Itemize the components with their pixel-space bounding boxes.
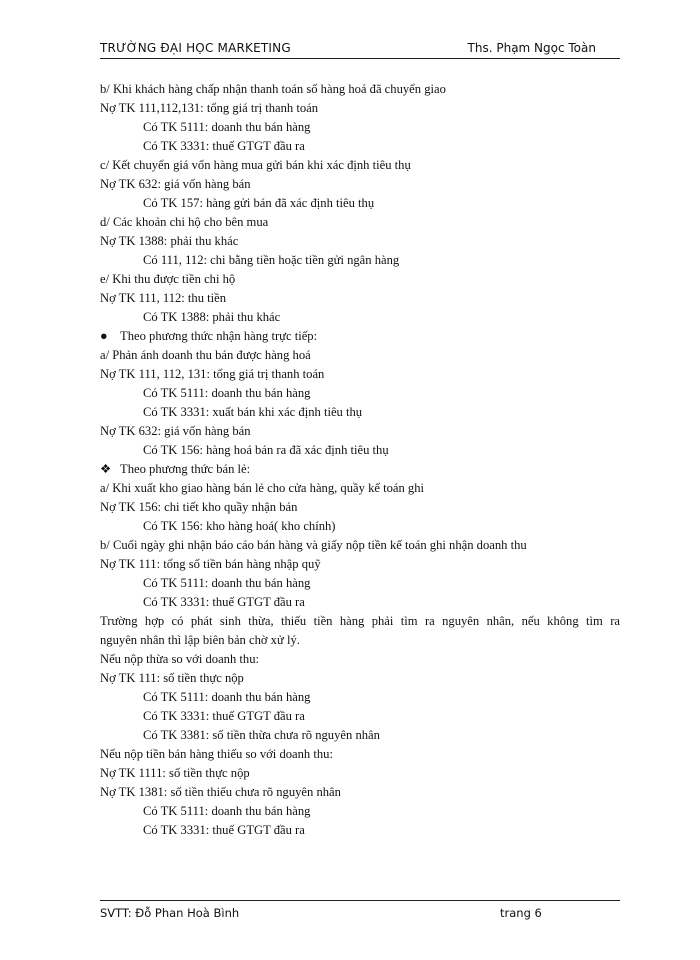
debit-entry: Nợ TK 632: giá vốn hàng bán bbox=[100, 177, 251, 191]
section-heading: c/ Kết chuyển giá vốn hàng mua gửi bán khi xác định tiêu thụ bbox=[100, 158, 411, 172]
credit-entry: Có TK 3331: thuế GTGT đầu ra bbox=[143, 139, 305, 153]
credit-entry: Có TK 5111: doanh thu bán hàng bbox=[143, 804, 311, 818]
diamond-bullet-icon: ❖ bbox=[100, 462, 112, 476]
debit-entry: Nợ TK 1381: số tiền thiếu chưa rõ nguyên nhân bbox=[100, 785, 341, 799]
debit-entry: Nợ TK 632: giá vốn hàng bán bbox=[100, 424, 251, 438]
section-heading: b/ Cuối ngày ghi nhận báo cáo bán hàng và giấy nộp tiền kế toán ghi nhận doanh thu bbox=[100, 538, 527, 552]
credit-entry: Có TK 157: hàng gửi bán đã xác định tiêu thụ bbox=[143, 196, 375, 210]
section-heading: d/ Các khoản chi hộ cho bên mua bbox=[100, 215, 269, 229]
credit-entry: Có TK 1388: phải thu khác bbox=[143, 310, 281, 324]
credit-entry: Có TK 3331: thuế GTGT đầu ra bbox=[143, 709, 305, 723]
document-body bbox=[100, 80, 620, 840]
page-footer bbox=[100, 900, 620, 920]
paragraph-line: Trường hợp có phát sinh thừa, thiếu tiền hàng phải tìm ra nguyên nhân, nếu không tìm ra bbox=[100, 614, 620, 628]
section-heading: a/ Khi xuất kho giao hàng bán lẻ cho cửa hàng, quầy kế toán ghi bbox=[100, 481, 425, 495]
credit-entry: Có TK 5111: doanh thu bán hàng bbox=[143, 576, 311, 590]
credit-entry: Có TK 5111: doanh thu bán hàng bbox=[143, 120, 311, 134]
page-header bbox=[100, 40, 620, 59]
credit-entry: Có TK 3331: thuế GTGT đầu ra bbox=[143, 823, 305, 837]
credit-entry: Có TK 3381: số tiền thừa chưa rõ nguyên nhân bbox=[143, 728, 380, 742]
credit-entry: Có TK 156: kho hàng hoá( kho chính) bbox=[143, 519, 336, 533]
bullet-text: Theo phương thức bán lẻ: bbox=[120, 462, 251, 476]
round-bullet-icon: ● bbox=[100, 329, 108, 343]
credit-entry: Có 111, 112: chi bằng tiền hoặc tiền gửi ngân hàng bbox=[143, 253, 400, 267]
credit-entry: Có TK 3331: thuế GTGT đầu ra bbox=[143, 595, 305, 609]
debit-entry: Nợ TK 1111: số tiền thực nộp bbox=[100, 766, 250, 780]
section-heading: Nếu nộp thừa so với doanh thu: bbox=[100, 652, 259, 666]
debit-entry: Nợ TK 111, 112: thu tiền bbox=[100, 291, 227, 305]
author-name: Ths. Phạm Ngọc Toàn bbox=[467, 41, 596, 55]
bullet-item bbox=[100, 460, 620, 479]
section-heading: Nếu nộp tiền bán hàng thiếu so với doanh thu: bbox=[100, 747, 333, 761]
credit-entry: Có TK 3331: xuất bán khi xác định tiêu thụ bbox=[143, 405, 363, 419]
section-heading: e/ Khi thu được tiền chi hộ bbox=[100, 272, 236, 286]
debit-entry: Nợ TK 111: số tiền thực nộp bbox=[100, 671, 244, 685]
section-heading: b/ Khi khách hàng chấp nhận thanh toán số hàng hoá đã chuyển giao bbox=[100, 82, 446, 96]
debit-entry: Nợ TK 111,112,131: tổng giá trị thanh toán bbox=[100, 101, 319, 115]
credit-entry: Có TK 5111: doanh thu bán hàng bbox=[143, 386, 311, 400]
student-name: SVTT: Đỗ Phan Hoà Bình bbox=[100, 906, 240, 920]
debit-entry: Nợ TK 156: chi tiết kho quầy nhận bán bbox=[100, 500, 298, 514]
debit-entry: Nợ TK 111, 112, 131: tổng giá trị thanh toán bbox=[100, 367, 325, 381]
debit-entry: Nợ TK 1388: phải thu khác bbox=[100, 234, 239, 248]
page-number: trang 6 bbox=[500, 906, 542, 920]
paragraph-line: nguyên nhân thì lập biên bản chờ xử lý. bbox=[100, 633, 300, 647]
school-name: TRƯỜNG ĐẠI HỌC MARKETING bbox=[100, 41, 291, 55]
debit-entry: Nợ TK 111: tổng số tiền bán hàng nhập quỹ bbox=[100, 557, 321, 571]
bullet-text: Theo phương thức nhận hàng trực tiếp: bbox=[120, 329, 318, 343]
credit-entry: Có TK 156: hàng hoá bán ra đã xác định tiêu thụ bbox=[143, 443, 389, 457]
credit-entry: Có TK 5111: doanh thu bán hàng bbox=[143, 690, 311, 704]
section-heading: a/ Phản ánh doanh thu bán được hàng hoá bbox=[100, 348, 311, 362]
bullet-item bbox=[100, 327, 620, 346]
